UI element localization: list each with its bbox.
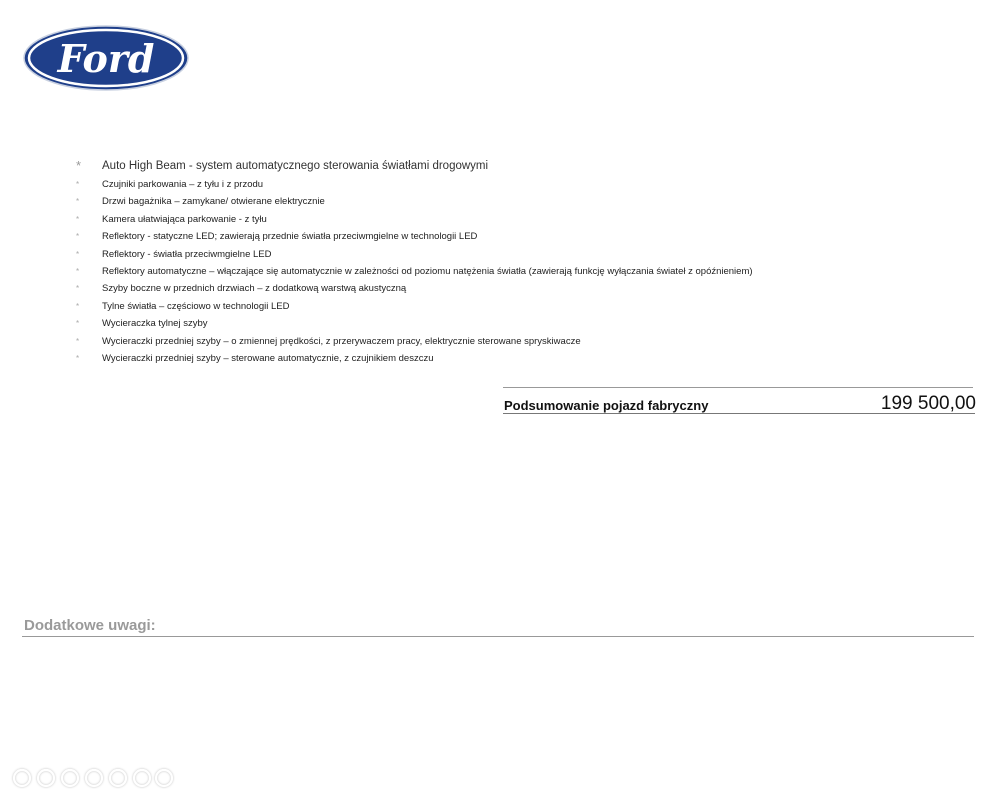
feature-text: Kamera ułatwiająca parkowanie - z tyłu bbox=[102, 213, 267, 225]
feature-text: Tylne światła – częściowo w technologii LED bbox=[102, 300, 290, 312]
bullet-icon: * bbox=[76, 214, 80, 224]
feature-text: Wycieraczki przedniej szyby – sterowane automatycznie, z czujnikiem deszczu bbox=[102, 352, 434, 364]
feature-text: Reflektory automatyczne – włączające się automatycznie w zależności od poziomu natężenia światła (zawierają funkcję wyłączania świateł z opóźnieniem) bbox=[102, 265, 753, 277]
bullet-icon: * bbox=[76, 249, 80, 259]
feature-text: Reflektory - światła przeciwmgielne LED bbox=[102, 248, 272, 260]
feature-text: Wycieraczki przedniej szyby – o zmiennej prędkości, z przerywaczem pracy, elektrycznie sterowane spryskiwacze bbox=[102, 335, 581, 347]
summary-price: 199 500,00 bbox=[880, 393, 976, 414]
feature-text: Auto High Beam - system automatycznego sterowania światłami drogowymi bbox=[102, 160, 489, 172]
watermark-logo-icon bbox=[8, 764, 176, 792]
summary-underline bbox=[503, 413, 975, 414]
bullet-icon: * bbox=[76, 301, 80, 311]
feature-text: Reflektory - statyczne LED; zawierają przednie światła przeciwmgielne w technologii LED bbox=[102, 231, 478, 243]
feature-text: Drzwi bagażnika – zamykane/ otwierane elektrycznie bbox=[102, 196, 325, 208]
feature-text: Czujniki parkowania – z tyłu i z przodu bbox=[102, 179, 264, 190]
feature-text: Szyby boczne w przednich drzwiach – z dodatkową warstwą akustyczną bbox=[102, 283, 407, 295]
bullet-icon: * bbox=[76, 284, 80, 294]
bullet-icon: * bbox=[76, 197, 80, 207]
summary-divider bbox=[503, 387, 973, 388]
feature-text: Wycieraczka tylnej szyby bbox=[102, 318, 208, 330]
ford-oval-icon bbox=[22, 24, 190, 92]
ford-logo bbox=[22, 24, 190, 92]
bullet-icon: * bbox=[76, 180, 80, 189]
summary-label: Podsumowanie pojazd fabryczny bbox=[504, 398, 709, 413]
notes-divider bbox=[22, 636, 974, 637]
bullet-icon: * bbox=[76, 353, 80, 363]
notes-label: Dodatkowe uwagi: bbox=[24, 617, 156, 634]
bullet-icon: * bbox=[76, 266, 80, 276]
bullet-icon: * bbox=[76, 336, 80, 346]
bullet-icon: * bbox=[76, 232, 80, 242]
bullet-icon: * bbox=[76, 319, 80, 329]
bullet-icon: * bbox=[76, 158, 82, 173]
logo-wordmark: Ford bbox=[57, 36, 155, 81]
